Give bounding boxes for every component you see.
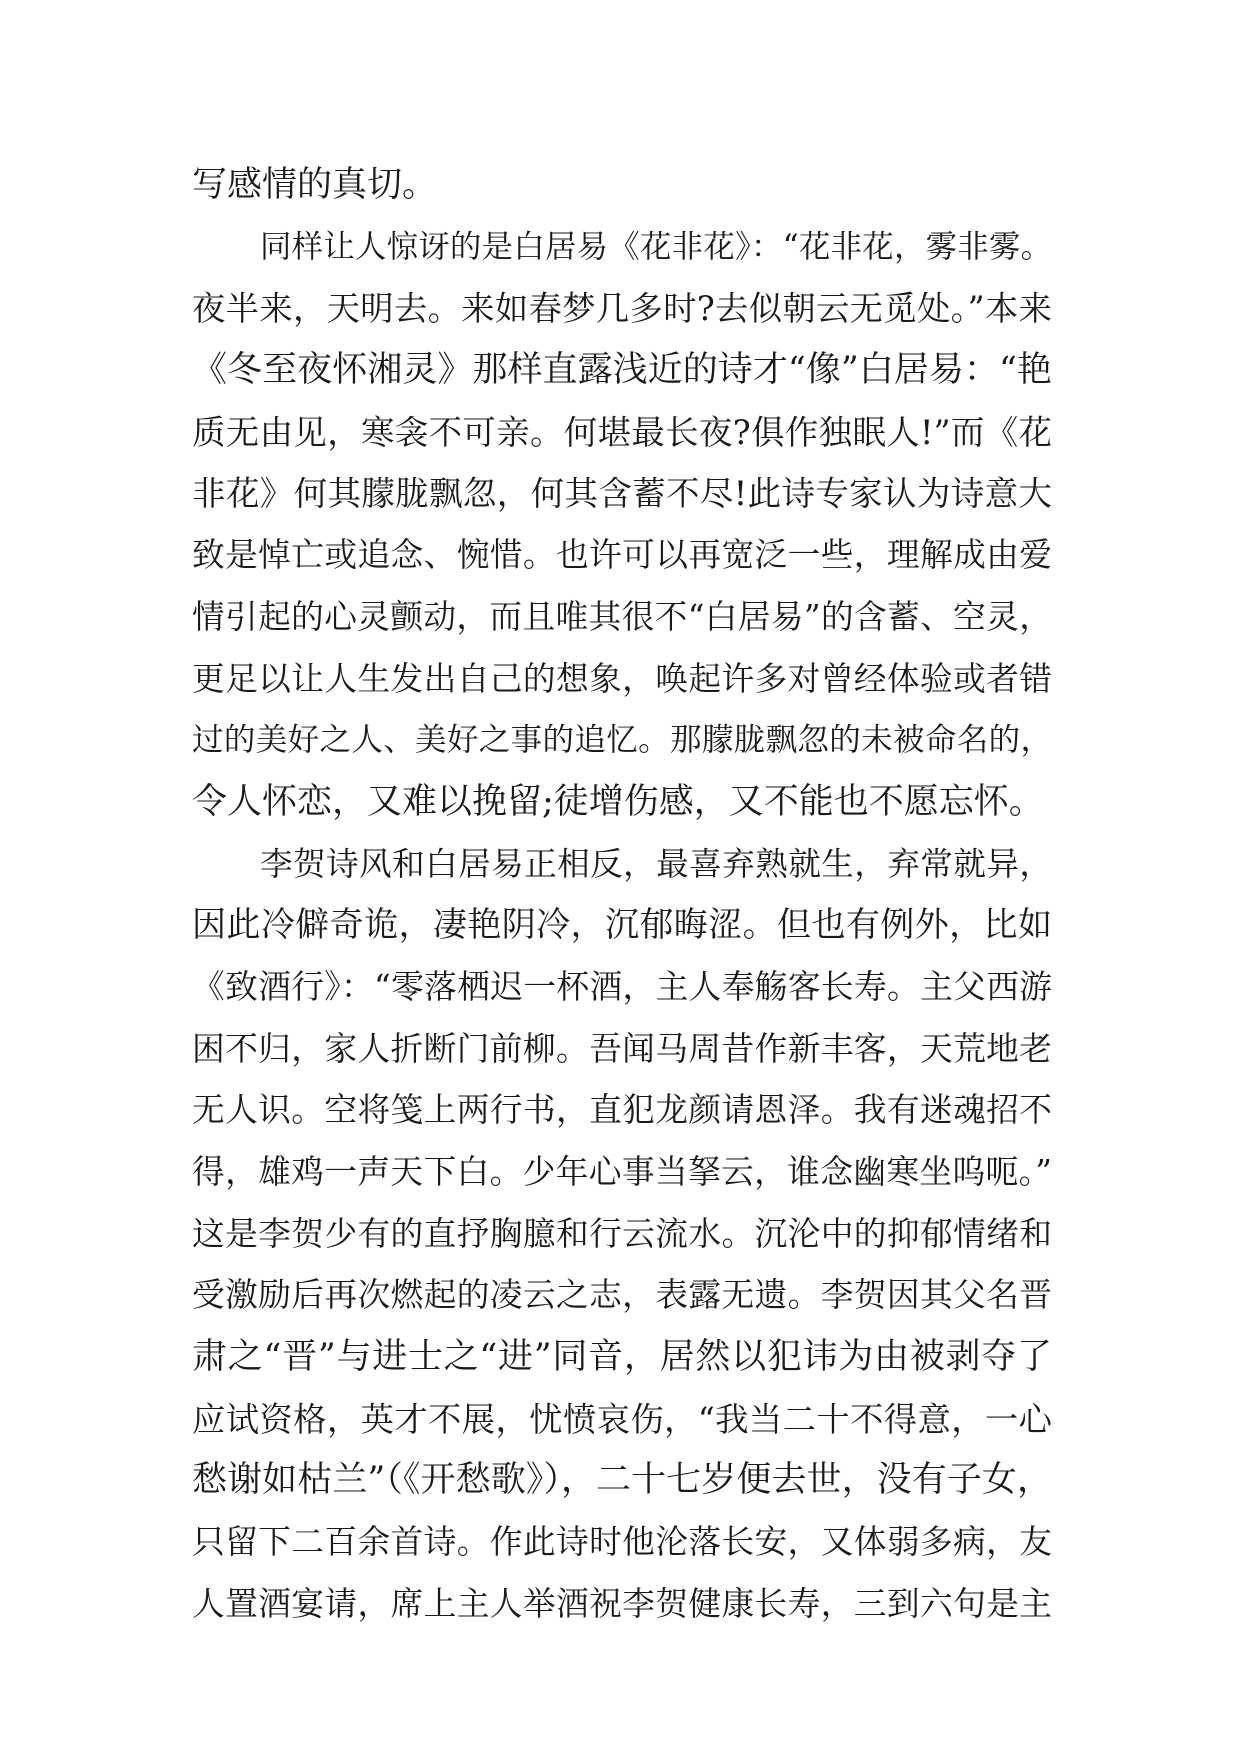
text-line: 只留下二百余首诗。作此诗时他沦落长安，又体弱多病，友 xyxy=(192,1523,1052,1562)
text-line: 过的美好之人、美好之事的追忆。那朦胧飘忽的未被命名的， xyxy=(192,722,1052,759)
text-line: 应试资格，英才不展，忧愤哀伤，“我当二十不得意，一心 xyxy=(192,1399,1052,1439)
text-line: 《致酒行》：“零落栖迟一杯酒，主人奉觞客长寿。主父西游 xyxy=(192,967,1052,1006)
text-line: 情引起的心灵颤动，而且唯其很不“白居易”的含蓄、空灵， xyxy=(192,597,1052,636)
text-line: 致是悼亡或追念、惋惜。也许可以再宽泛一些，理解成由爱 xyxy=(192,536,1052,575)
text-line: 肃之“晋”与进士之“进”同音，居然以犯讳为由被剥夺了 xyxy=(192,1337,1052,1378)
text-line: 这是李贺少有的直抒胸臆和行云流水。沉沦中的抑郁情绪和 xyxy=(192,1214,1052,1253)
text-line: 夜半来，天明去。来如春梦几多时?去似朝云无觅处。”本来 xyxy=(192,289,1052,329)
text-line: 《冬至夜怀湘灵》那样直露浅近的诗才“像”白居易：“艳 xyxy=(192,350,1052,391)
text-line: 受激励后再次燃起的凌云之志，表露无遗。李贺因其父名晋 xyxy=(192,1276,1052,1315)
text-line: 得，雄鸡一声天下白。少年心事当拏云，谁念幽寒坐呜呃。” xyxy=(192,1153,1052,1191)
body-text xyxy=(192,155,1052,1636)
text-line: 令人怀恋，又难以挽留;徒增伤感，又不能也不愿忘怀。 xyxy=(192,781,1044,822)
text-line: 非花》何其朦胧飘忽，何其含蓄不尽!此诗专家认为诗意大 xyxy=(192,474,1052,514)
text-line: 写感情的真切。 xyxy=(192,165,438,205)
text-line: 质无由见，寒衾不可亲。何堪最长夜?俱作独眠人!”而《花 xyxy=(192,412,1052,452)
text-line: 更足以让人生发出自己的想象，唤起许多对曾经体验或者错 xyxy=(192,659,1052,698)
text-line: 困不归，家人折断门前柳。吾闻马周昔作新丰客，天荒地老 xyxy=(192,1029,1052,1068)
text-line: 愁谢如枯兰”（《开愁歌》），二十七岁便去世，没有子女， xyxy=(192,1460,1052,1501)
text-line: 无人识。空将笺上两行书，直犯龙颜请恩泽。我有迷魂招不 xyxy=(192,1091,1052,1130)
paragraph-first-line: 李贺诗风和白居易正相反，最喜弃熟就生，弃常就异， xyxy=(260,844,1052,883)
text-line: 人置酒宴请，席上主人举酒祝李贺健康长寿，三到六句是主 xyxy=(192,1584,1052,1623)
text-line: 因此冷僻奇诡，凄艳阴冷，沉郁晦涩。但也有例外，比如 xyxy=(192,905,1052,946)
paragraph-first-line: 同样让人惊讶的是白居易《花非花》：“花非花，雾非雾。 xyxy=(260,228,1052,265)
